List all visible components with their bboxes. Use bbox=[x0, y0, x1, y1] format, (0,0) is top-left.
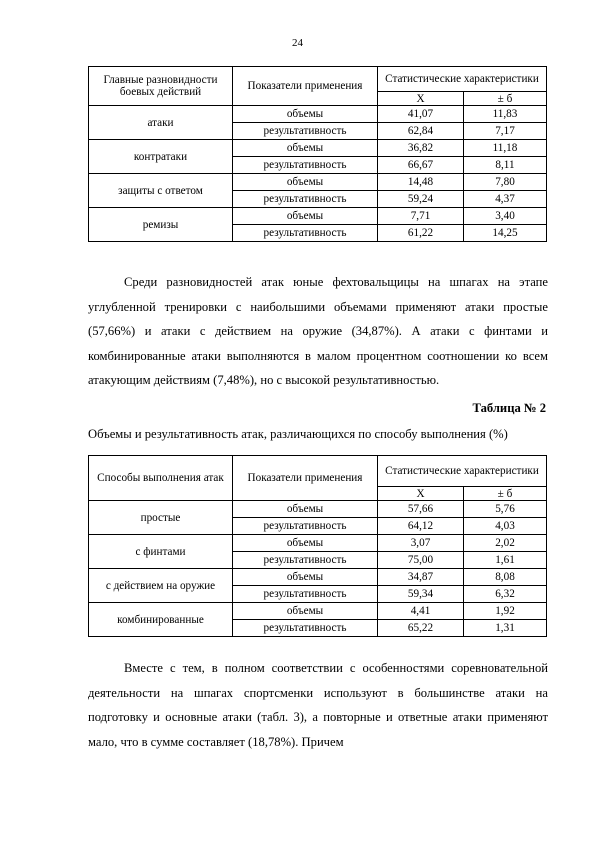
group-name: простые bbox=[89, 501, 233, 535]
header-indicators: Показатели применения bbox=[233, 456, 378, 501]
indicator-cell: результативность bbox=[233, 552, 378, 569]
header-x: Х bbox=[378, 92, 464, 106]
x-value: 59,24 bbox=[378, 191, 464, 208]
indicator-cell: объемы bbox=[233, 569, 378, 586]
indicator-cell: объемы bbox=[233, 174, 378, 191]
x-value: 7,71 bbox=[378, 208, 464, 225]
sigma-value: 4,37 bbox=[464, 191, 547, 208]
indicator-cell: результативность bbox=[233, 586, 378, 603]
header-main-types: Главные разновидности боевых действий bbox=[89, 67, 233, 106]
indicator-cell: объемы bbox=[233, 208, 378, 225]
group-name: защиты с ответом bbox=[89, 174, 233, 208]
sigma-value: 2,02 bbox=[464, 535, 547, 552]
header-x: Х bbox=[378, 487, 464, 501]
x-value: 75,00 bbox=[378, 552, 464, 569]
paragraph-attack-types: Среди разновидностей атак юные фехтовальщицы на шпагах на этапе углубленной тренировки с наибольшими объемами применяют атаки простые (57,66%) и атаки с действием на оружие (34,87%). А атаки с финтами и комбинированные атаки выполняются в малом процентном соотношении ко всем атакующим действиям (7,48%), но с высокой результативностью. bbox=[88, 275, 548, 387]
x-value: 61,22 bbox=[378, 225, 464, 242]
sigma-value: 11,18 bbox=[464, 140, 547, 157]
x-value: 14,48 bbox=[378, 174, 464, 191]
indicator-cell: результативность bbox=[233, 191, 378, 208]
sigma-value: 5,76 bbox=[464, 501, 547, 518]
group-name: комбинированные bbox=[89, 603, 233, 637]
header-methods: Способы выполнения атак bbox=[89, 456, 233, 501]
indicator-cell: результативность bbox=[233, 157, 378, 174]
x-value: 57,66 bbox=[378, 501, 464, 518]
x-value: 65,22 bbox=[378, 620, 464, 637]
header-statistics: Статистические характеристики bbox=[378, 456, 547, 487]
sigma-value: 8,11 bbox=[464, 157, 547, 174]
x-value: 41,07 bbox=[378, 106, 464, 123]
x-value: 59,34 bbox=[378, 586, 464, 603]
indicator-cell: объемы bbox=[233, 140, 378, 157]
table-label: Таблица № 2 bbox=[472, 401, 546, 415]
group-name: контратаки bbox=[89, 140, 233, 174]
indicator-cell: результативность bbox=[233, 620, 378, 637]
header-sigma: ± б bbox=[464, 487, 547, 501]
sigma-value: 8,08 bbox=[464, 569, 547, 586]
sigma-value: 6,32 bbox=[464, 586, 547, 603]
table-attack-types bbox=[88, 66, 547, 242]
indicator-cell: результативность bbox=[233, 225, 378, 242]
header-statistics: Статистические характеристики bbox=[378, 67, 547, 92]
group-name: с финтами bbox=[89, 535, 233, 569]
sigma-value: 7,17 bbox=[464, 123, 547, 140]
indicator-cell: объемы bbox=[233, 603, 378, 620]
x-value: 36,82 bbox=[378, 140, 464, 157]
x-value: 3,07 bbox=[378, 535, 464, 552]
group-name: атаки bbox=[89, 106, 233, 140]
indicator-cell: объемы bbox=[233, 501, 378, 518]
x-value: 62,84 bbox=[378, 123, 464, 140]
sigma-value: 1,92 bbox=[464, 603, 547, 620]
indicator-cell: результативность bbox=[233, 518, 378, 535]
x-value: 4,41 bbox=[378, 603, 464, 620]
sigma-value: 14,25 bbox=[464, 225, 547, 242]
sigma-value: 1,31 bbox=[464, 620, 547, 637]
page-number: 24 bbox=[292, 37, 303, 49]
sigma-value: 4,03 bbox=[464, 518, 547, 535]
group-name: с действием на оружие bbox=[89, 569, 233, 603]
x-value: 34,87 bbox=[378, 569, 464, 586]
sigma-value: 7,80 bbox=[464, 174, 547, 191]
sigma-value: 3,40 bbox=[464, 208, 547, 225]
indicator-cell: объемы bbox=[233, 535, 378, 552]
table-title: Объемы и результативность атак, различающихся по способу выполнения (%) bbox=[88, 427, 508, 441]
sigma-value: 11,83 bbox=[464, 106, 547, 123]
header-sigma: ± б bbox=[464, 92, 547, 106]
header-indicators: Показатели применения bbox=[233, 67, 378, 106]
group-name: ремизы bbox=[89, 208, 233, 242]
table-attack-methods bbox=[88, 455, 547, 637]
paragraph-competition: Вместе с тем, в полном соответствии с особенностями соревновательной деятельности на шпагах спортсменки используют в большинстве атаки на подготовку и основные атаки (табл. 3), а повторные и ответные атаки применяют мало, что в сумме составляет (18,78%). Причем bbox=[88, 661, 548, 749]
indicator-cell: результативность bbox=[233, 123, 378, 140]
x-value: 64,12 bbox=[378, 518, 464, 535]
sigma-value: 1,61 bbox=[464, 552, 547, 569]
indicator-cell: объемы bbox=[233, 106, 378, 123]
x-value: 66,67 bbox=[378, 157, 464, 174]
